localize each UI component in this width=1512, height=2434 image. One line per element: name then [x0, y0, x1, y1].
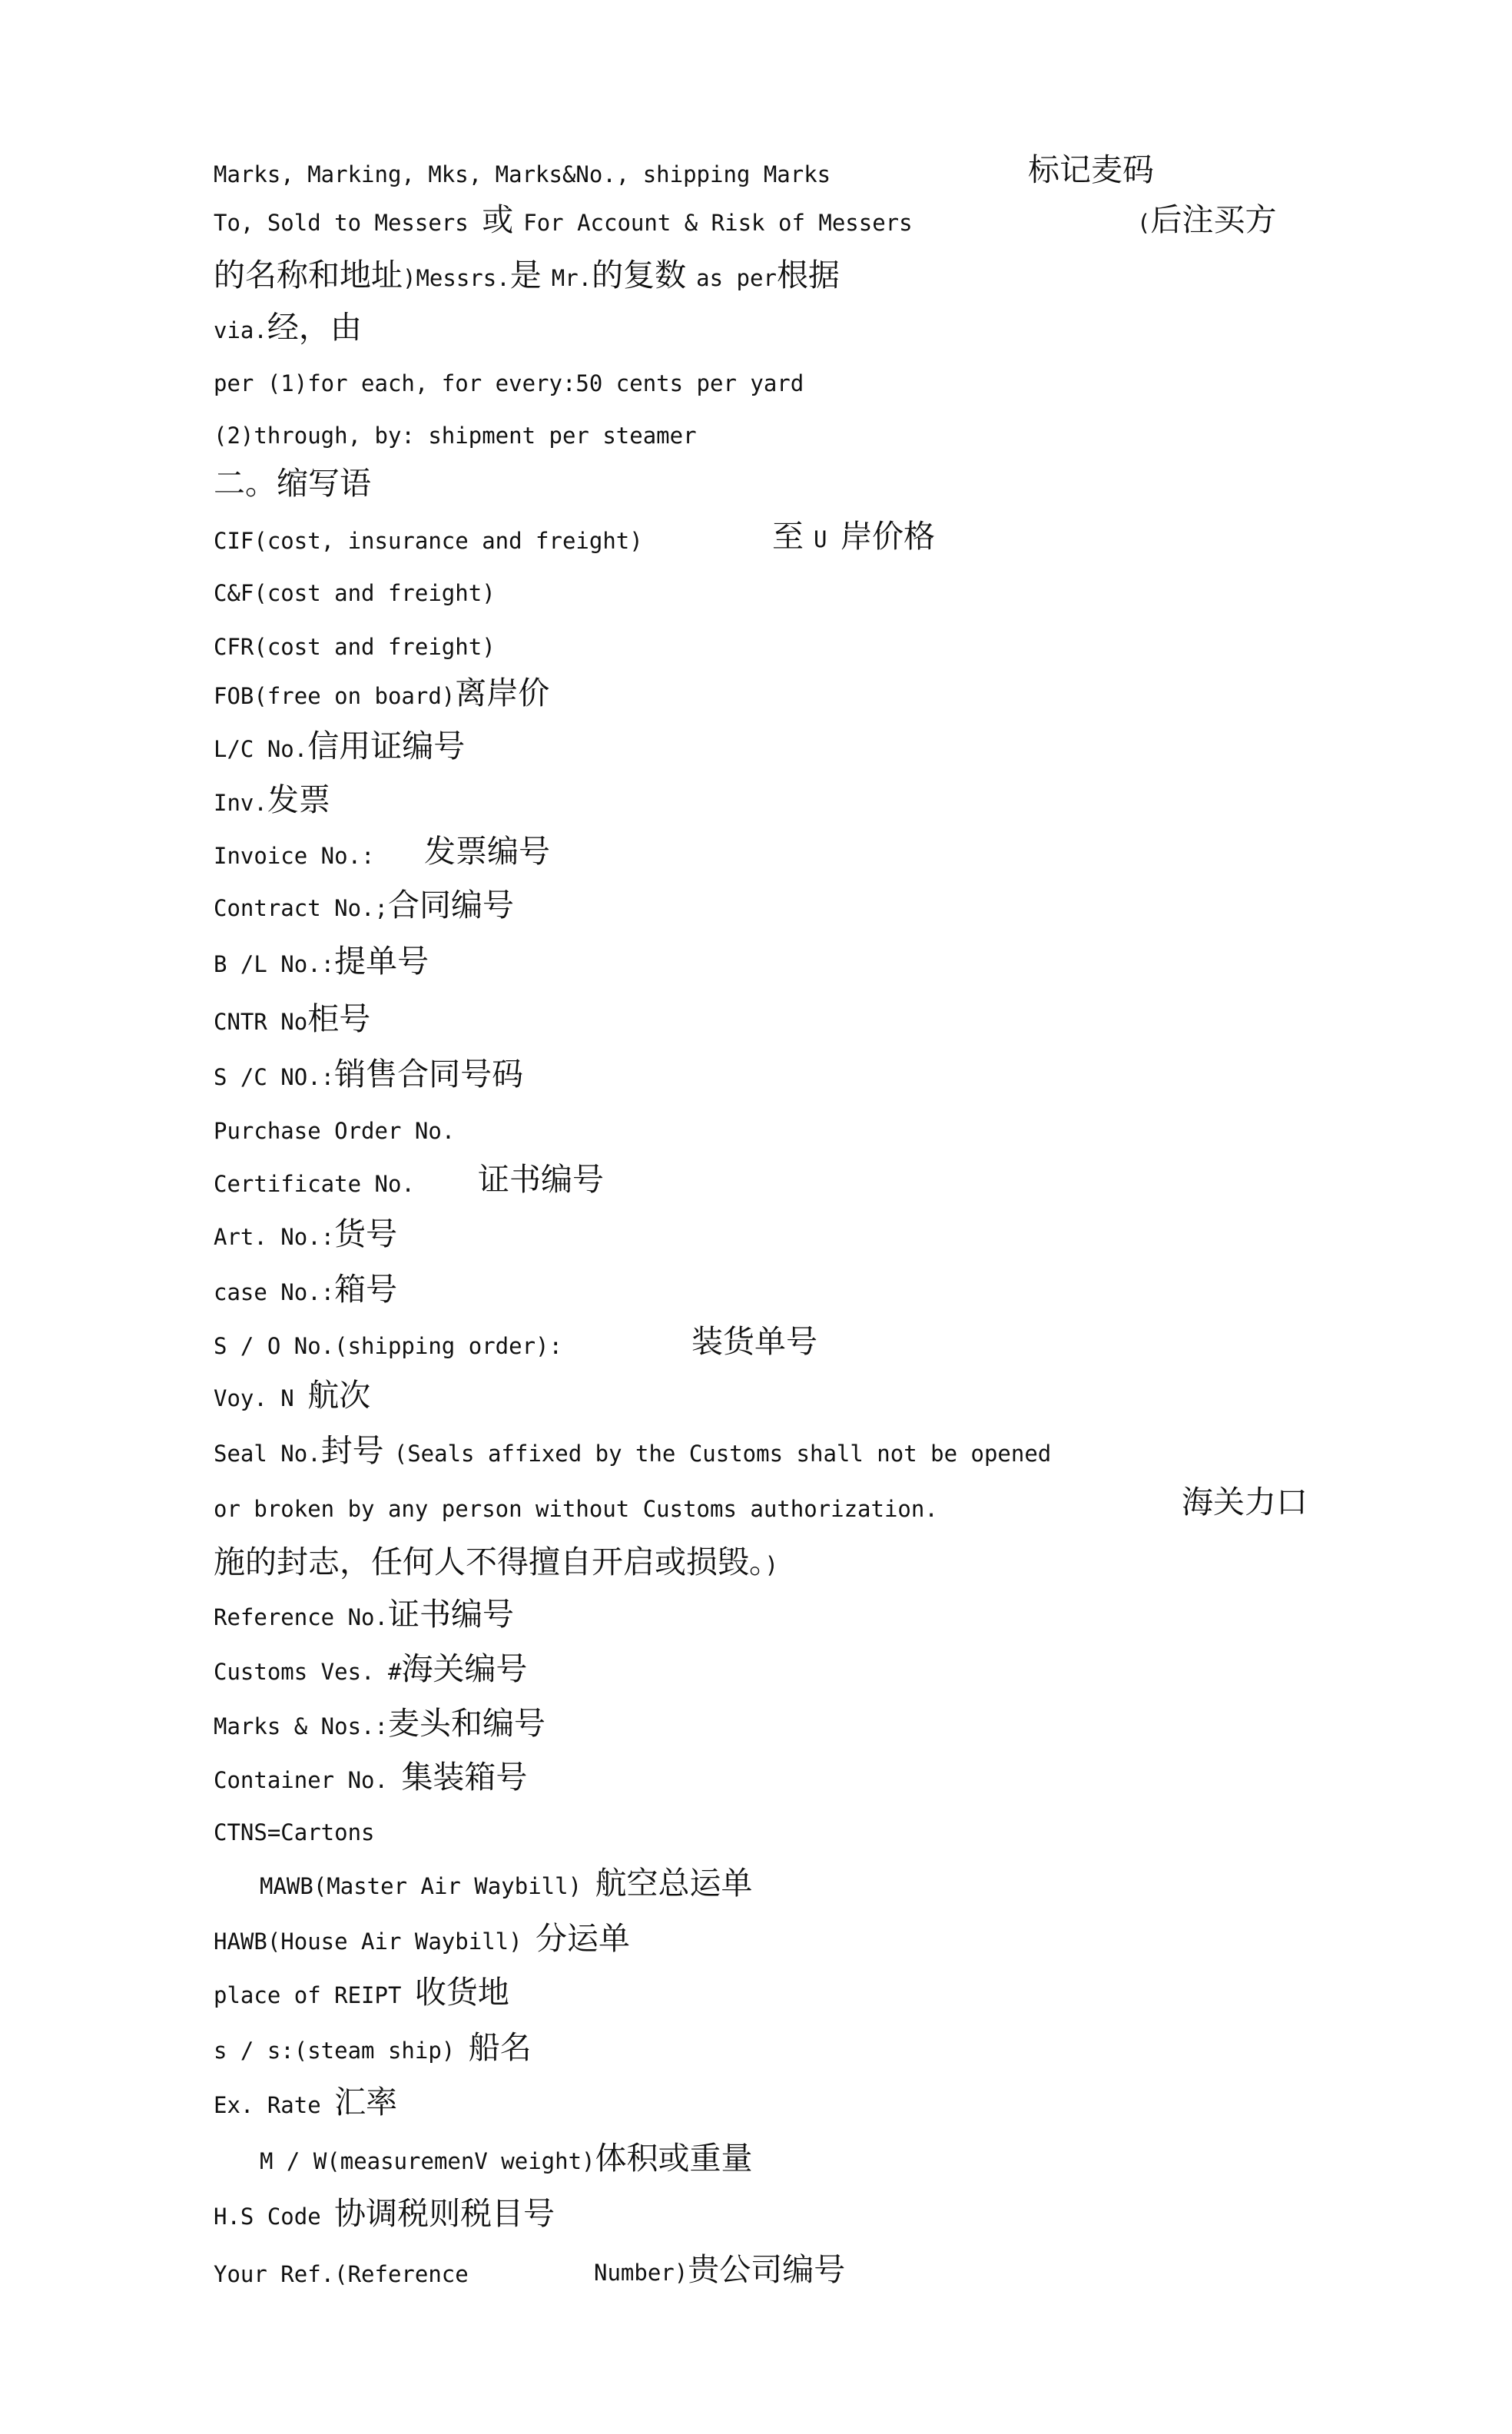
document-line	[0, 1364, 1512, 1419]
line-translation: Number)贵公司编号	[594, 2251, 846, 2288]
document-line	[0, 138, 1512, 194]
line-text: via.经，由	[214, 309, 362, 346]
document-line	[0, 662, 1512, 717]
line-text: Marks, Marking, Mks, Marks&No., shipping Marks	[214, 161, 831, 187]
line-text: (2)through, by: shipment per steamer	[214, 423, 697, 449]
document-line	[0, 1043, 1512, 1098]
document-line	[0, 2127, 1512, 2182]
line-text: Invoice No.:	[214, 843, 375, 869]
customs-note: 海关力口	[1182, 1484, 1308, 1520]
line-text: S /C NO.:销售合同号码	[214, 1056, 524, 1093]
document-line	[0, 2238, 1512, 2293]
line-text: case No.:箱号	[214, 1271, 398, 1308]
document-line	[0, 987, 1512, 1043]
line-translation: 至 U 岸价格	[772, 518, 935, 555]
document-line	[0, 452, 1512, 507]
line-translation: 装货单号	[691, 1323, 817, 1360]
document-line	[0, 1907, 1512, 1962]
document-line	[0, 715, 1512, 770]
line-text: Reference No.证书编号	[214, 1596, 514, 1633]
document-line	[0, 1202, 1512, 1258]
document-line	[0, 296, 1512, 351]
document-line	[0, 1692, 1512, 1747]
line-translation: 证书编号	[478, 1161, 604, 1198]
document-line	[0, 820, 1512, 875]
line-text: L/C No.信用证编号	[214, 728, 466, 764]
line-text: Inv.发票	[214, 781, 330, 818]
line-text: CNTR No柜号	[214, 1000, 371, 1037]
document-line	[0, 1637, 1512, 1693]
line-text: Certificate No.	[214, 1171, 415, 1197]
document-line	[0, 2016, 1512, 2071]
line-text: 的名称和地址)Messrs.是 Mr.的复数 as per根据	[214, 257, 840, 293]
line-text: Your Ref.(Reference	[214, 2261, 469, 2287]
line-text: H.S Code 协调税则税目号	[214, 2195, 555, 2232]
document-line	[0, 1419, 1512, 1474]
line-text: M / W(measuremenV weight)体积或重量	[260, 2140, 753, 2177]
line-text: To, Sold to Messers 或 For Account & Risk of Messers	[214, 201, 913, 238]
line-text: Customs Ves. #海关编号	[214, 1650, 528, 1687]
document-line	[0, 1796, 1512, 1852]
document-line	[0, 611, 1512, 666]
document-line	[0, 2071, 1512, 2126]
line-translation: 发票编号	[424, 833, 550, 870]
line-translation: 标记麦码	[1028, 151, 1154, 188]
document-line	[0, 874, 1512, 929]
line-text: MAWB(Master Air Waybill) 航空总运单	[260, 1865, 753, 1902]
line-text: CTNS=Cartons	[214, 1819, 375, 1845]
line-text: CFR(cost and freight)	[214, 634, 496, 660]
line-text: Voy. N 航次	[214, 1377, 371, 1414]
document-line	[0, 1852, 1512, 1907]
document-line	[0, 1310, 1512, 1365]
line-text: Ex. Rate 汇率	[214, 2084, 398, 2121]
line-text: or broken by any person without Customs authorization.	[214, 1496, 938, 1522]
line-translation: (后注买方	[1137, 201, 1277, 238]
line-text: s / s:(steam ship) 船名	[214, 2029, 532, 2066]
line-text: 施的封志，任何人不得擅自开启或损毁。)	[214, 1544, 778, 1580]
document-line	[0, 930, 1512, 985]
line-text: Contract No.;合同编号	[214, 887, 514, 924]
document-line	[0, 1258, 1512, 1313]
document-line	[0, 347, 1512, 403]
document-line	[0, 1148, 1512, 1203]
line-text: FOB(free on board)离岸价	[214, 675, 550, 711]
line-text: Seal No.封号 (Seals affixed by the Customs shall not be opened	[214, 1432, 1052, 1469]
line-text: CIF(cost, insurance and freight)	[214, 528, 643, 554]
line-text: 二。缩写语	[214, 465, 371, 502]
document-line	[0, 557, 1512, 612]
line-text: Purchase Order No.	[214, 1118, 456, 1144]
document-line	[0, 1746, 1512, 1801]
line-text: C&F(cost and freight)	[214, 580, 496, 606]
line-text: S / O No.(shipping order):	[214, 1333, 562, 1359]
line-text: per (1)for each, for every:50 cents per yard	[214, 370, 804, 396]
document-line	[0, 1095, 1512, 1150]
document-line	[0, 244, 1512, 299]
document-line	[0, 505, 1512, 560]
document-line	[0, 768, 1512, 824]
line-text: Marks & Nos.:麦头和编号	[214, 1705, 545, 1742]
document-line	[0, 400, 1512, 455]
document-line	[0, 2182, 1512, 2237]
document-line	[0, 1961, 1512, 2016]
line-text: Art. No.:货号	[214, 1215, 398, 1252]
document-line	[0, 1530, 1512, 1586]
line-text: B /L No.:提单号	[214, 943, 429, 980]
line-text: Container No. 集装箱号	[214, 1759, 528, 1796]
document-line	[0, 1583, 1512, 1638]
line-text: HAWB(House Air Waybill) 分运单	[214, 1920, 631, 1957]
line-text: place of REIPT 收货地	[214, 1974, 509, 2011]
document-line	[0, 188, 1512, 244]
